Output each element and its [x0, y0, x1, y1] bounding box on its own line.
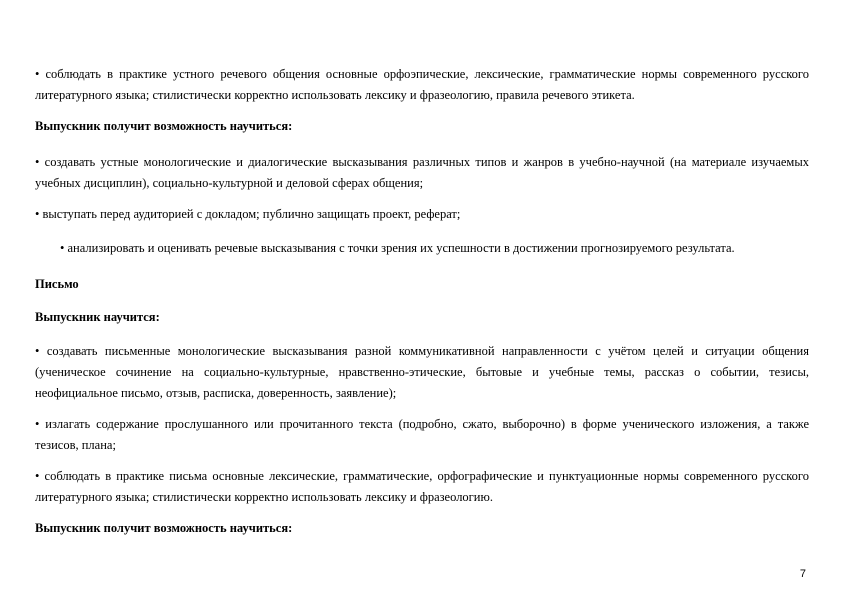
- bullet-paragraph-oral-norms: • соблюдать в практике устного речевого общения основные орфоэпические, лексические, грамматические нормы современного русского литературного языка; стилистически корректно использовать лексику и фразеологию, правила речевого этикета.: [35, 67, 809, 102]
- section-heading-opportunity-2: Выпускник получит возможность научиться:: [35, 521, 293, 535]
- bullet-paragraph-analysis: • анализировать и оценивать речевые высказывания с точки зрения их успешности в достижении прогнозируемого результата.: [60, 241, 735, 255]
- section-heading-will-learn: Выпускник научится:: [35, 310, 160, 324]
- bullet-paragraph-written-statements: • создавать письменные монологические высказывания разной коммуникативной направленности с учётом целей и ситуации общения (ученическое сочинение на социально-культурные, нравственно-этические, бытовые и учебные темы, рассказ о событии, тезисы, неофициальное письмо, отзыв, расписка, доверенность, заявление);: [35, 344, 809, 400]
- section-heading-writing: Письмо: [35, 277, 79, 291]
- bullet-paragraph-oral-statements: • создавать устные монологические и диалогические высказывания различных типов и жанров в учебно-научной (на материале изучаемых учебных дисциплин), социально-культурной и деловой сферах общения;: [35, 155, 809, 190]
- section-heading-opportunity: Выпускник получит возможность научиться:: [35, 119, 293, 133]
- bullet-paragraph-writing-norms: • соблюдать в практике письма основные лексические, грамматические, орфографические и пунктуационные нормы современного русского литературного языка; стилистически корректно использовать лексику и фразеологию.: [35, 469, 809, 504]
- page-number: 7: [799, 568, 806, 580]
- bullet-paragraph-public-speaking: • выступать перед аудиторией с докладом; публично защищать проект, реферат;: [35, 207, 461, 221]
- bullet-paragraph-summary: • излагать содержание прослушанного или прочитанного текста (подробно, сжато, выборочно) в форме ученического изложения, а также тезисов, плана;: [35, 417, 809, 452]
